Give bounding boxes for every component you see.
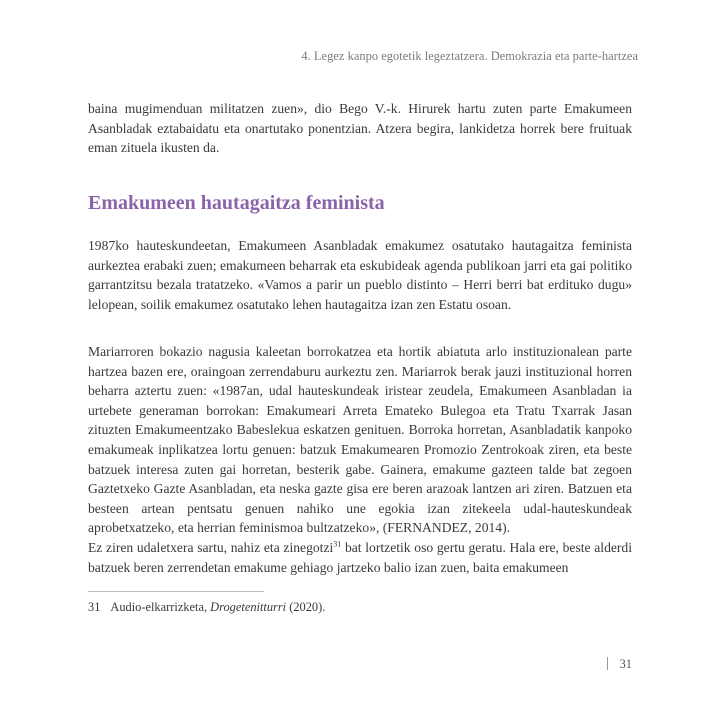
body-paragraph-4 (88, 538, 632, 577)
page-number-divider (607, 657, 608, 670)
running-header: 4. Legez kanpo egotetik legeztatzera. Demokrazia eta parte-hartzea (301, 49, 638, 63)
body-paragraph-2: 1987ko hauteskundeetan, Emakumeen Asanbladak emakumez osatutako hautagaitza feminista aurkeztea erabaki zuen; emakumeen beharrak eta eskubideak agenda publikoan jarri eta gai politiko garrantzitsu bezala tratatzeko. «Vamos a parir un pueblo distinto – Herri berri bat erdituko dugu» lelopean, soilik emakumez osatutako lehen hautagaitza izan zen Estatu osoan. (88, 238, 632, 312)
body-paragraph-1: baina mugimenduan militatzen zuen», dio Bego V.-k. Hirurek hartu zuten parte Emakumeen Asanbladak eztabaidatu eta onartutako ponentzian. Atzera begira, lankidetza horrek bere fruituak eman zituela ikusten da. (88, 101, 632, 156)
footnote-year: (2020). (286, 600, 326, 614)
footnote (88, 600, 325, 615)
footnote-reference[interactable]: 31 (333, 539, 342, 549)
footnote-text: Audio-elkarrizketa, (110, 600, 211, 614)
page-footer (607, 657, 632, 672)
section-title: Emakumeen hautagaitza feminista (88, 192, 385, 214)
paragraph-text: Ez ziren udaletxera sartu, nahiz eta zinegotzi (88, 540, 334, 555)
page-number: 31 (619, 657, 632, 671)
footnote-source-title: Drogetenitturri (210, 600, 287, 614)
paragraph-text: bat lortzetik oso gertu geratu. Hala ere, beste alderdi batzuek beren zerrendetan emakume gehiago jartzeko balio izan zuen, baita emakumeen (88, 540, 632, 575)
footnote-number: 31 (88, 600, 101, 614)
footnote-divider (88, 591, 264, 592)
body-paragraph-3: Mariarroren bokazio nagusia kaleetan borrokatzea eta hortik abiatuta arlo instituzionalean parte hartzea bazen ere, oraingoan zerrendaburu aurkeztu zen. Mariarrok berak jauzi instituzional horren beharra aztertu zuen: «1987an, udal hauteskundeak iristear zeudela, Emakumeen Asanbladan ia urtebete generaman borrokan: Emakumeari Arreta Emateko Bulegoa eta Tratu Txarrak Jasan zituzten Emakumeentzako Babeslekua eskatzen genituen. Borroka horretan, Asanbladatik kanpoko emakumeak inplikatzea lortu genuen: batzuk Emakumearen Promozio Zentrokoak ziren, eta beste batzuek interesa zuten gai horretan, besterik gabe. Gainera, emakume gazteen talde bat zegoen Gaztetxeko Gazte Asanbladan, eta neska gazte gisa ere beren arazoak lantzen ari ziren. Batzuen eta besteen artean pentsatu genuen nahiko une egokia izan zitekeela udal-hauteskundeak aprobetxatzeko, eta herrian feminismoa bultzatzeko», (FERNANDEZ, 2014). (88, 344, 632, 536)
